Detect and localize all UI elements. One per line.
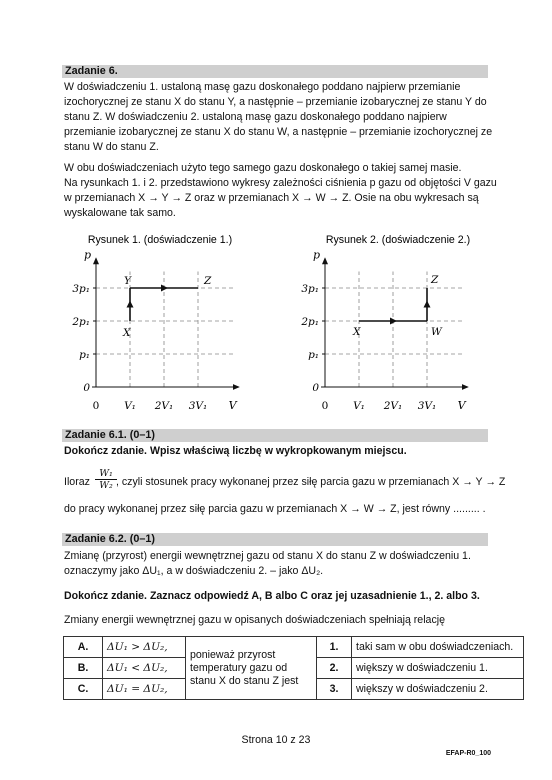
point-label: Z [431, 274, 439, 286]
reason-1-num[interactable]: 1. [317, 637, 352, 658]
x-tick-label: 3V₁ [417, 400, 437, 412]
y-tick-label: 3p₁ [72, 283, 90, 295]
task61-instruction: Dokończ zdanie. Wpisz właściwą liczbę w wykropkowanym miejscu. [64, 445, 407, 457]
reason-1-text[interactable]: taki sam w obu doświadczeniach. [352, 637, 524, 658]
x-tick-label: 3V₁ [188, 400, 208, 412]
option-c-letter[interactable]: C. [64, 679, 103, 700]
option-a-letter[interactable]: A. [64, 637, 103, 658]
direction-arrow [127, 301, 134, 308]
reason-middle: ponieważ przyrost temperatury gazu od stanu X do stanu Z jest [186, 637, 317, 700]
page-number: Strona 10 z 23 [241, 734, 311, 746]
task62-para-line1: Zmianę (przyrost) energii wewnętrznej gazu od stanu X do stanu Z w doświadczeniu 1. [64, 550, 471, 562]
direction-arrow [424, 301, 431, 308]
task61-line2: do pracy wykonanej przez siłę parcia gazu w przemianach X → W → Z, jest równy ......... . [64, 503, 486, 515]
task61-line1-post: , czyli stosunek pracy wykonanej przez siłę parcia gazu w przemianach X → Y → Z [116, 476, 506, 488]
reason-2-num[interactable]: 2. [317, 658, 352, 679]
option-b-letter[interactable]: B. [64, 658, 103, 679]
y-tick-label: p₁ [79, 349, 90, 361]
task62-lead: Zmiany energii wewnętrznej gazu w opisanych doświadczeniach spełniają relację [64, 614, 445, 626]
point-label: X [353, 326, 361, 338]
y-tick-label: 0 [83, 382, 90, 394]
reason-2-text[interactable]: większy w doświadczeniu 1. [352, 658, 524, 679]
y-axis-label: p [313, 248, 321, 262]
y-tick-label: 2p₁ [72, 316, 90, 328]
answer-row [64, 637, 524, 658]
y-tick-label: p₁ [308, 349, 319, 361]
answer-table [63, 636, 524, 700]
direction-arrow [390, 318, 397, 325]
option-c-text[interactable]: ΔU₁ = ΔU₂, [103, 679, 186, 700]
task61-header: Zadanie 6.1. (0–1) [62, 429, 488, 442]
task62-instruction: Dokończ zdanie. Zaznacz odpowiedź A, B albo C oraz jej uzasadnienie 1., 2. albo 3. [64, 590, 480, 602]
figure-1 [71, 234, 238, 412]
figures [0, 228, 552, 428]
x-tick-label: 0 [92, 400, 100, 412]
point-label: X [123, 327, 131, 339]
task61-line1-pre: Iloraz [64, 476, 90, 488]
direction-arrow [161, 285, 168, 292]
figure-2 [300, 234, 470, 412]
x-tick-label: 2V₁ [154, 400, 174, 412]
fraction: W₁ W₂ [95, 468, 117, 491]
point-label: W [431, 326, 442, 338]
figure-title: Rysunek 2. (doświadczenie 2.) [325, 234, 471, 246]
x-tick-label: V₁ [353, 400, 365, 412]
y-tick-label: 2p₁ [301, 316, 319, 328]
figure-title: Rysunek 1. (doświadczenie 1.) [87, 234, 233, 246]
task62-header: Zadanie 6.2. (0–1) [62, 533, 488, 546]
exam-code: EFAP-R0_100 [445, 750, 491, 757]
x-axis-label: V [228, 399, 237, 412]
y-axis-label: p [84, 248, 92, 262]
task62-para-line2: oznaczymy jako ΔU₁, a w doświadczeniu 2. – jako ΔU₂. [64, 565, 324, 577]
x-tick-label: 2V₁ [383, 400, 403, 412]
point-label: Y [124, 275, 131, 287]
reason-3-num[interactable]: 3. [317, 679, 352, 700]
y-tick-label: 3p₁ [301, 283, 319, 295]
reason-3-text[interactable]: większy w doświadczeniu 2. [352, 679, 524, 700]
x-tick-label: V₁ [124, 400, 136, 412]
y-tick-label: 0 [312, 382, 319, 394]
option-a-text[interactable]: ΔU₁ > ΔU₂, [103, 637, 186, 658]
x-tick-label: 0 [321, 400, 329, 412]
x-axis-label: V [457, 399, 466, 412]
task-header: Zadanie 6. [62, 65, 488, 78]
option-b-text[interactable]: ΔU₁ < ΔU₂, [103, 658, 186, 679]
point-label: Z [204, 275, 212, 287]
